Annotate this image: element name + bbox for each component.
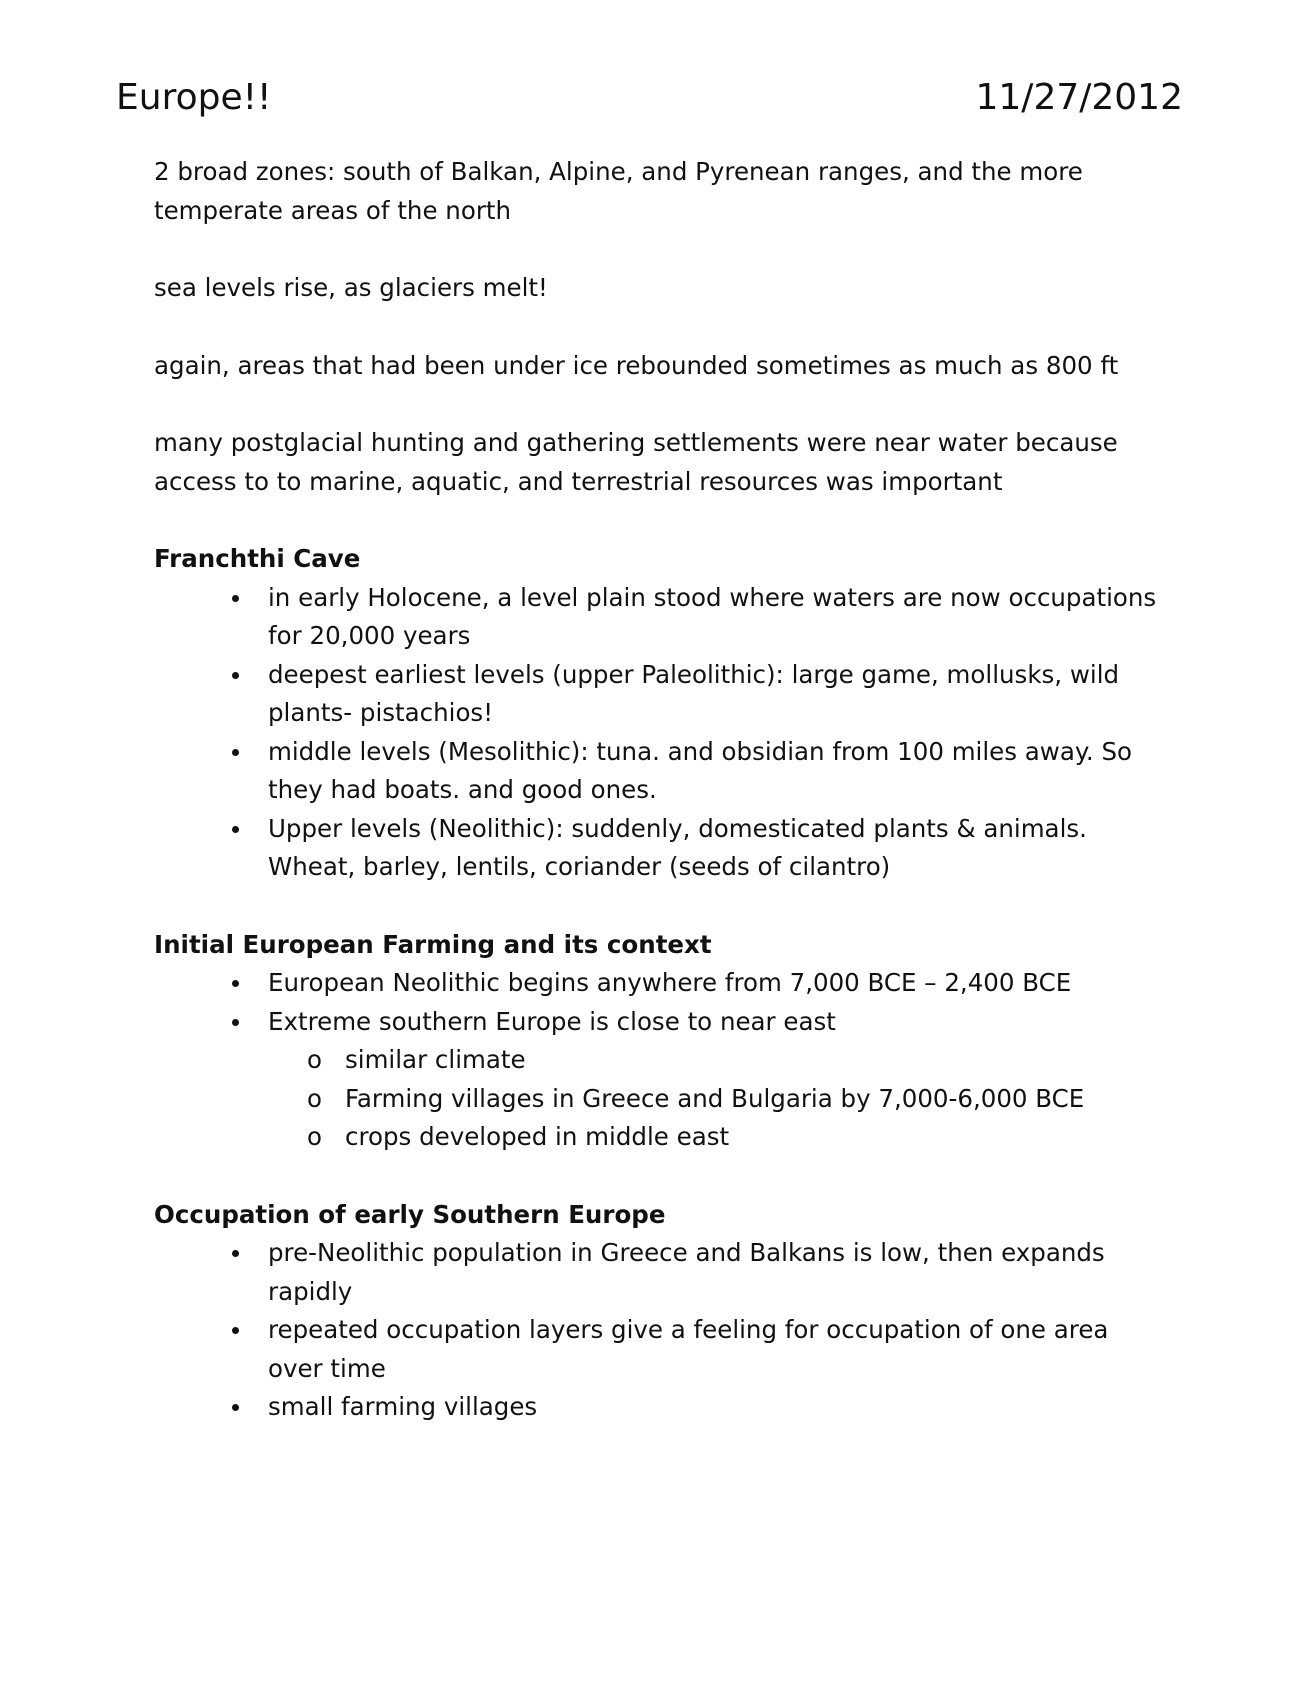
list-item: small farming villages: [268, 1388, 1164, 1427]
list-item: repeated occupation layers give a feeling for occupation of one area over time: [268, 1311, 1164, 1388]
sub-list-item: [307, 1080, 1164, 1119]
franchthi-cave-list: [154, 579, 1164, 887]
paragraph: 2 broad zones: south of Balkan, Alpine, and Pyrenean ranges, and the more temperate areas of the north: [154, 157, 1083, 225]
sub-list: [268, 1041, 1164, 1157]
section-heading-franchthi-cave: Franchthi Cave: [154, 544, 361, 573]
sub-list-item: [307, 1041, 1164, 1080]
list-item: pre-Neolithic population in Greece and Balkans is low, then expands rapidly: [268, 1234, 1164, 1311]
list-item: Upper levels (Neolithic): suddenly, domesticated plants & animals. Wheat, barley, lentils, coriander (seeds of cilantro): [268, 810, 1164, 887]
paragraph: again, areas that had been under ice rebounded sometimes as much as 800 ft: [154, 350, 1119, 380]
section-heading-southern-europe: Occupation of early Southern Europe: [154, 1199, 666, 1229]
list-item-text: Extreme southern Europe is close to near east: [268, 1006, 836, 1036]
sub-list-item-text: Farming villages in Greece and Bulgaria by 7,000-6,000 BCE: [345, 1083, 1085, 1113]
section-heading-initial-farming: Initial European Farming and its context: [154, 929, 712, 959]
list-item: in early Holocene, a level plain stood where waters are now occupations for 20,000 years: [268, 579, 1164, 656]
sub-bullet-marker: o: [307, 1045, 322, 1074]
page-title: Europe!!: [116, 77, 272, 118]
list-item: deepest earliest levels (upper Paleolithic): large game, mollusks, wild plants- pistachios!: [268, 656, 1164, 733]
page-date: 11/27/2012: [975, 77, 1183, 118]
list-item: European Neolithic begins anywhere from 7,000 BCE – 2,400 BCE: [268, 964, 1164, 1003]
notes-body: [154, 153, 1164, 1466]
sub-list-item-text: crops developed in middle east: [345, 1122, 730, 1151]
sub-bullet-marker: o: [307, 1122, 322, 1151]
sub-bullet-marker: o: [307, 1083, 322, 1113]
paragraph: many postglacial hunting and gathering settlements were near water because access to to marine, aquatic, and terrestrial resources was important: [154, 428, 1118, 496]
initial-farming-list: [154, 964, 1164, 1157]
list-item: middle levels (Mesolithic): tuna. and obsidian from 100 miles away. So they had boats. and good ones.: [268, 733, 1164, 810]
sub-list-item: [307, 1118, 1164, 1157]
sub-list-item-text: similar climate: [345, 1045, 526, 1074]
southern-europe-list: [154, 1234, 1164, 1427]
list-item-with-sublist: [268, 1003, 1164, 1157]
paragraph: sea levels rise, as glaciers melt!: [154, 273, 548, 302]
